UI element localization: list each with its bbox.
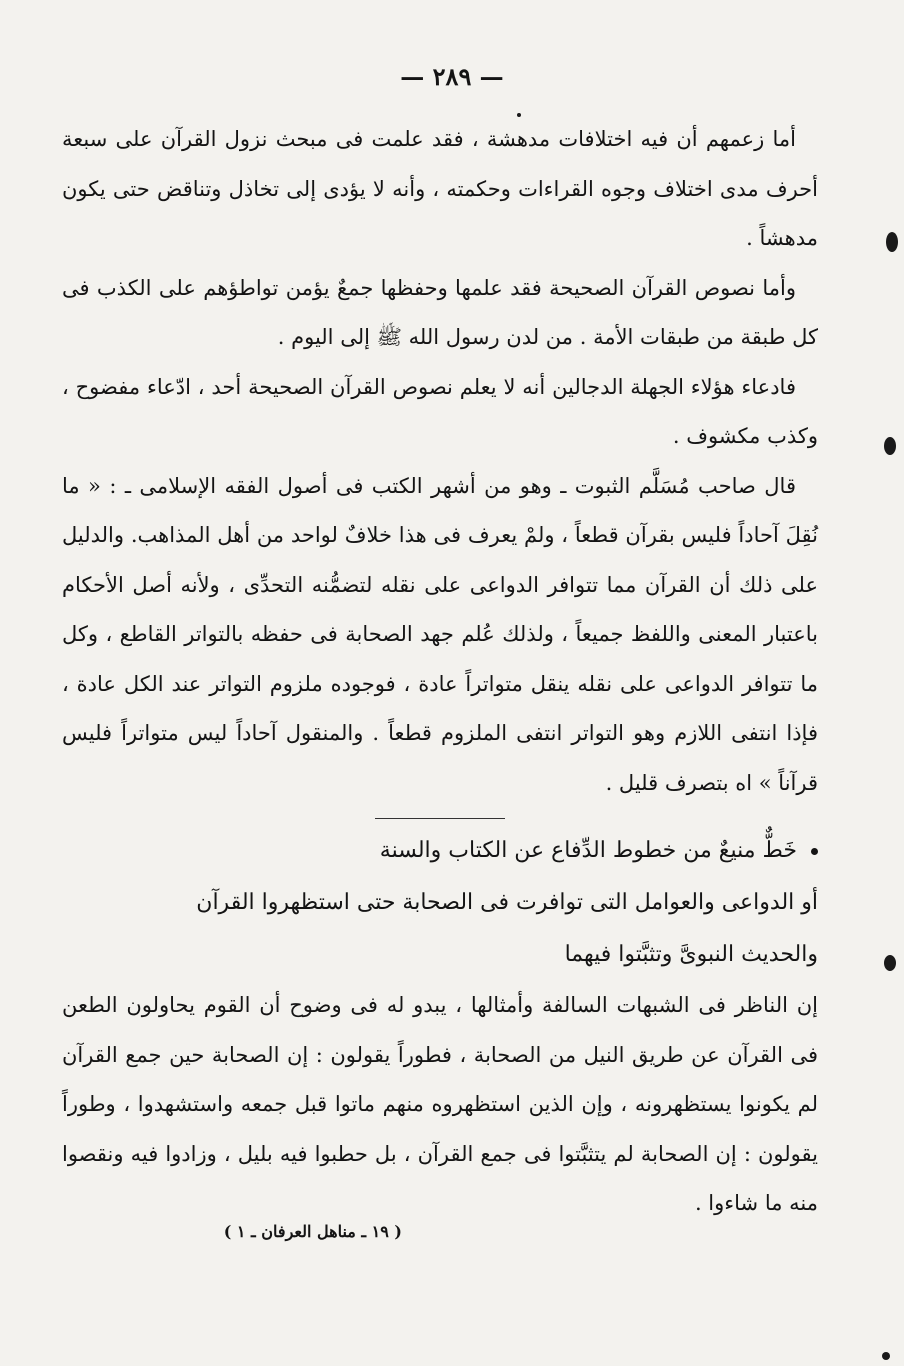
section-heading-line-1: خَطٌّ منيعٌ من خطوط الدِّفاع عن الكتاب والسنة [62,825,818,877]
paragraph-claim-discrepancies: أما زعمهم أن فيه اختلافات مدهشة ، فقد علمت فى مبحث نزول القرآن على سبعة أحرف مدى اختلاف وجوه القراءات وحكمته ، وأنه لا يؤدى إلى تخاذل وتناقض حتى يكون مدهشاً . [62,127,818,250]
paragraph-false-claim: فادعاء هؤلاء الجهلة الدجالين أنه لا يعلم نصوص القرآن الصحيحة أحد ، ادّعاء مفضوح ، وكذب مكشوف . [62,374,818,448]
section-heading-line-2: أو الدواعى والعوامل التى توافرت فى الصحابة حتى استظهروا القرآن [196,890,818,915]
paragraph-companions: إن الناظر فى الشبهات السالفة وأمثالها ، يبدو له فى وضوح أن القوم يحاولون الطعن فى القرآن عن طريق النيل من الصحابة ، فطوراً يقولون : إن الصحابة حين جمع القرآن لم يكونوا يستظهرونه ، وإن الذين استظهروه منهم ماتوا قبل جمعه واستشهدوا ، وطوراً يقولون : إن الصحابة لم يتثبَّتوا فى جمع القرآن ، بل حطبوا فيه بليل ، وزادوا فيه ونقصوا منه ما شاءوا . [62,993,818,1215]
paragraph-authentic-texts: وأما نصوص القرآن الصحيحة فقد علمها وحفظها جمعٌ يؤمن تواطؤهم على الكذب فى كل طبقة من طبقات الأمة . من لدن رسول الله ﷺ إلى اليوم . [62,275,818,349]
footer-signature: ( ١٩ ـ مناهل العرفان ـ ١ ) [223,1222,402,1241]
bullet-icon [811,848,818,855]
section-heading-line-3: والحديث النبوىَّ وتثبَّتوا فيهما [564,942,818,967]
scan-mark [884,437,896,455]
page-body [62,115,818,1229]
scan-mark [882,1352,890,1360]
scan-mark [886,232,898,252]
section-divider [375,818,505,819]
paragraph-musallam-quote: قال صاحب مُسَلَّم الثبوت ـ وهو من أشهر الكتب فى أصول الفقه الإسلامى ـ : « ما نُقِلَ آحاداً فليس بقرآن قطعاً ، ولمْ يعرف فى هذا خلافٌ لواحد من أهل المذاهب. والدليل على ذلك أن القرآن مما تتوافر الدواعى على نقله لتضمُّنه التحدِّى ، ولأنه أصل الأحكام باعتبار المعنى واللفظ جميعاً ، ولذلك عُلم جهد الصحابة فى حفظه بالتواتر القاطع ، وكل ما تتوافر الدواعى على نقله ينقل متواتراً عادة ، فوجوده ملزوم التواتر عند الكل عادة ، فإذا انتفى اللازم وهو التواتر انتفى الملزوم قطعاً . والمنقول آحاداً ليس متواتراً فليس قرآناً » اه بتصرف قليل . [62,473,818,795]
page-number: — ٢٨٩ — [400,62,504,91]
scan-mark [884,955,896,971]
scan-mark [517,113,521,117]
